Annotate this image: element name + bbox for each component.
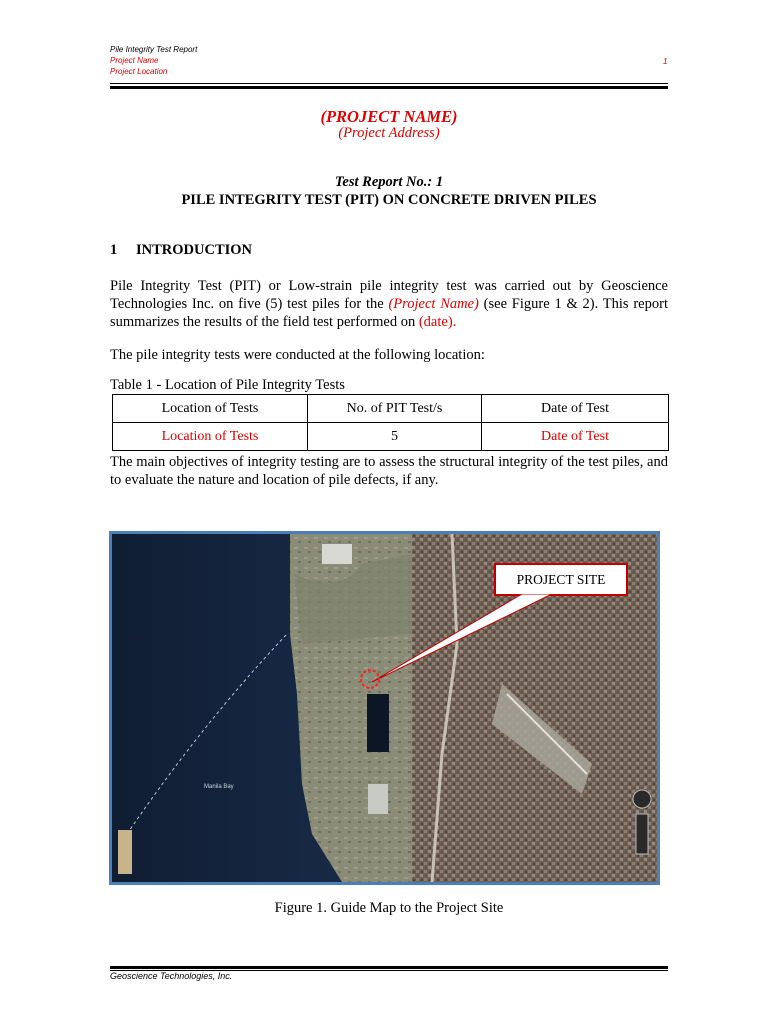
header-project-location: Project Location [110, 67, 168, 76]
table-row [113, 423, 669, 451]
project-name-title: (PROJECT NAME) [320, 107, 458, 126]
location-table [112, 394, 669, 451]
table-cell-date: Date of Test [482, 423, 669, 451]
intro-paragraph-3: The main objectives of integrity testing are to assess the structural integrity of the test piles, and to evaluate the nature and location of pile defects, if any. [110, 454, 668, 488]
header-report-title: Pile Integrity Test Report [110, 45, 198, 54]
table-header-cell: Location of Tests [113, 395, 308, 423]
guide-map-image [109, 531, 660, 885]
header-project-name: Project Name [110, 56, 159, 65]
intro-paragraph-2: The pile integrity tests were conducted at the following location: [110, 347, 485, 363]
report-subtitle: PILE INTEGRITY TEST (PIT) ON CONCRETE DRIVEN PILES [181, 192, 597, 208]
table-caption: Table 1 - Location of Pile Integrity Tests [110, 377, 345, 393]
table-cell-location: Location of Tests [113, 423, 308, 451]
intro-project-name: (Project Name) [388, 296, 479, 312]
project-address: (Project Address) [338, 125, 440, 141]
intro-paragraph-1 [110, 277, 668, 331]
table-header-cell: No. of PIT Test/s [308, 395, 482, 423]
map-label-bay: Manila Bay [204, 784, 234, 790]
intro-text-a: Pile Integrity Test (PIT) or Low-strain pile integrity test was carried out by Geoscience Technologies Inc. on five (5) test piles for the [110, 278, 668, 312]
table-cell-count: 5 [308, 423, 482, 451]
section-heading: INTRODUCTION [136, 242, 253, 258]
intro-date: (date). [418, 314, 457, 330]
table-header-row [113, 395, 669, 423]
report-number: Test Report No.: 1 [334, 174, 444, 190]
project-site-callout: PROJECT SITE [516, 572, 606, 587]
section-number: 1 [110, 242, 118, 258]
header-rule-thin [110, 83, 668, 84]
header-rule-thick [110, 86, 668, 89]
footer-company: Geoscience Technologies, Inc. [110, 971, 233, 981]
page-number: 1 [663, 57, 668, 66]
figure-caption: Figure 1. Guide Map to the Project Site [274, 900, 504, 916]
table-header-cell: Date of Test [482, 395, 669, 423]
footer-rule-thick [110, 966, 668, 969]
intro-text-b: (see Figure 1 & 2). This report summarizes the results of the field test performed on [110, 296, 668, 330]
